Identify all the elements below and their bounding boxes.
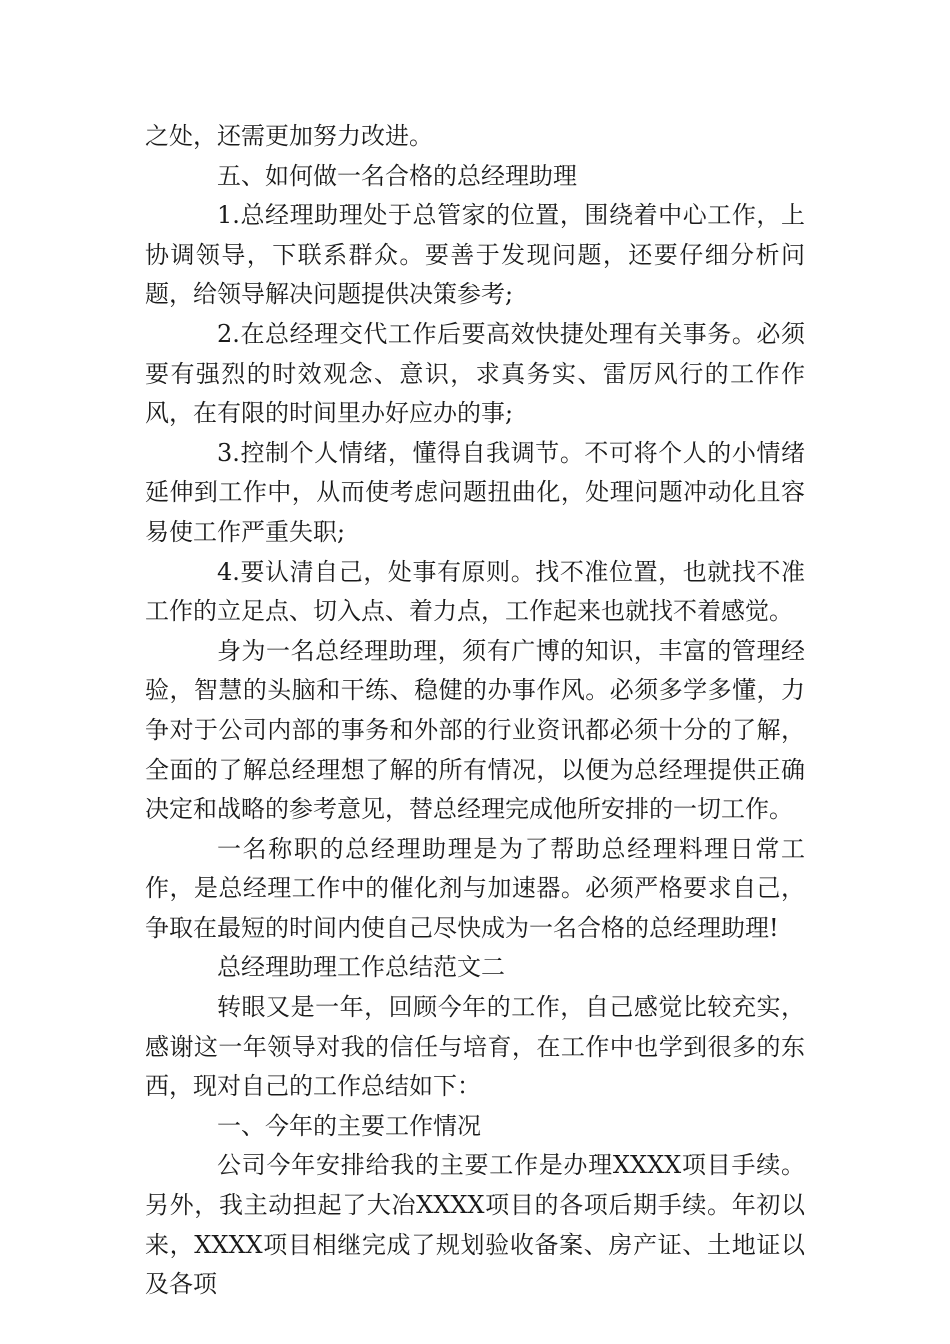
document-body: [145, 117, 805, 1305]
paragraph-continuation: 之处，还需更加努力改进。: [145, 122, 433, 150]
list-item-2: 2.在总经理交代工作后要高效快捷处理有关事务。必须要有强烈的时效观念、意识，求真务实、雷厉风行的工作作风，在有限的时间里办好应办的事;: [145, 319, 805, 428]
body-paragraph: 一名称职的总经理助理是为了帮助总经理料理日常工作，是总经理工作中的催化剂与加速器。必须严格要求自己，争取在最短的时间内使自己尽快成为一名合格的总经理助理!: [145, 834, 805, 942]
body-paragraph: 转眼又是一年，回顾今年的工作，自己感觉比较充实，感谢这一年领导对我的信任与培育，在工作中也学到很多的东西，现对自己的工作总结如下：: [145, 993, 805, 1101]
list-item-3: 3.控制个人情绪，懂得自我调节。不可将个人的小情绪延伸到工作中，从而使考虑问题扭曲化，处理问题冲动化且容易使工作严重失职;: [145, 438, 805, 546]
section-heading-five: 五、如何做一名合格的总经理助理: [217, 161, 577, 190]
list-item-4: 4.要认清自己，处事有原则。找不准位置，也就找不准工作的立足点、切入点、着力点，工作起来也就找不着感觉。: [145, 557, 805, 626]
section-heading-one: 一、今年的主要工作情况: [217, 1111, 481, 1140]
document-title-two: 总经理助理工作总结范文二: [217, 953, 505, 982]
body-paragraph: 公司今年安排给我的主要工作是办理XXXX项目手续。另外，我主动担起了大冶XXXX项目的各项后期手续。年初以来，XXXX项目相继完成了规划验收备案、房产证、土地证以及各项: [145, 1151, 805, 1299]
body-paragraph: 身为一名总经理助理，须有广博的知识，丰富的管理经验，智慧的头脑和干练、稳健的办事作风。必须多学多懂，力争对于公司内部的事务和外部的行业资讯都必须十分的了解，全面的了解总经理想了解的所有情况，以便为总经理提供正确决定和战略的参考意见，替总经理完成他所安排的一切工作。: [145, 636, 805, 824]
list-item-1: 1.总经理助理处于总管家的位置，围绕着中心工作，上协调领导，下联系群众。要善于发现问题，还要仔细分析问题，给领导解决问题提供决策参考;: [145, 201, 805, 309]
